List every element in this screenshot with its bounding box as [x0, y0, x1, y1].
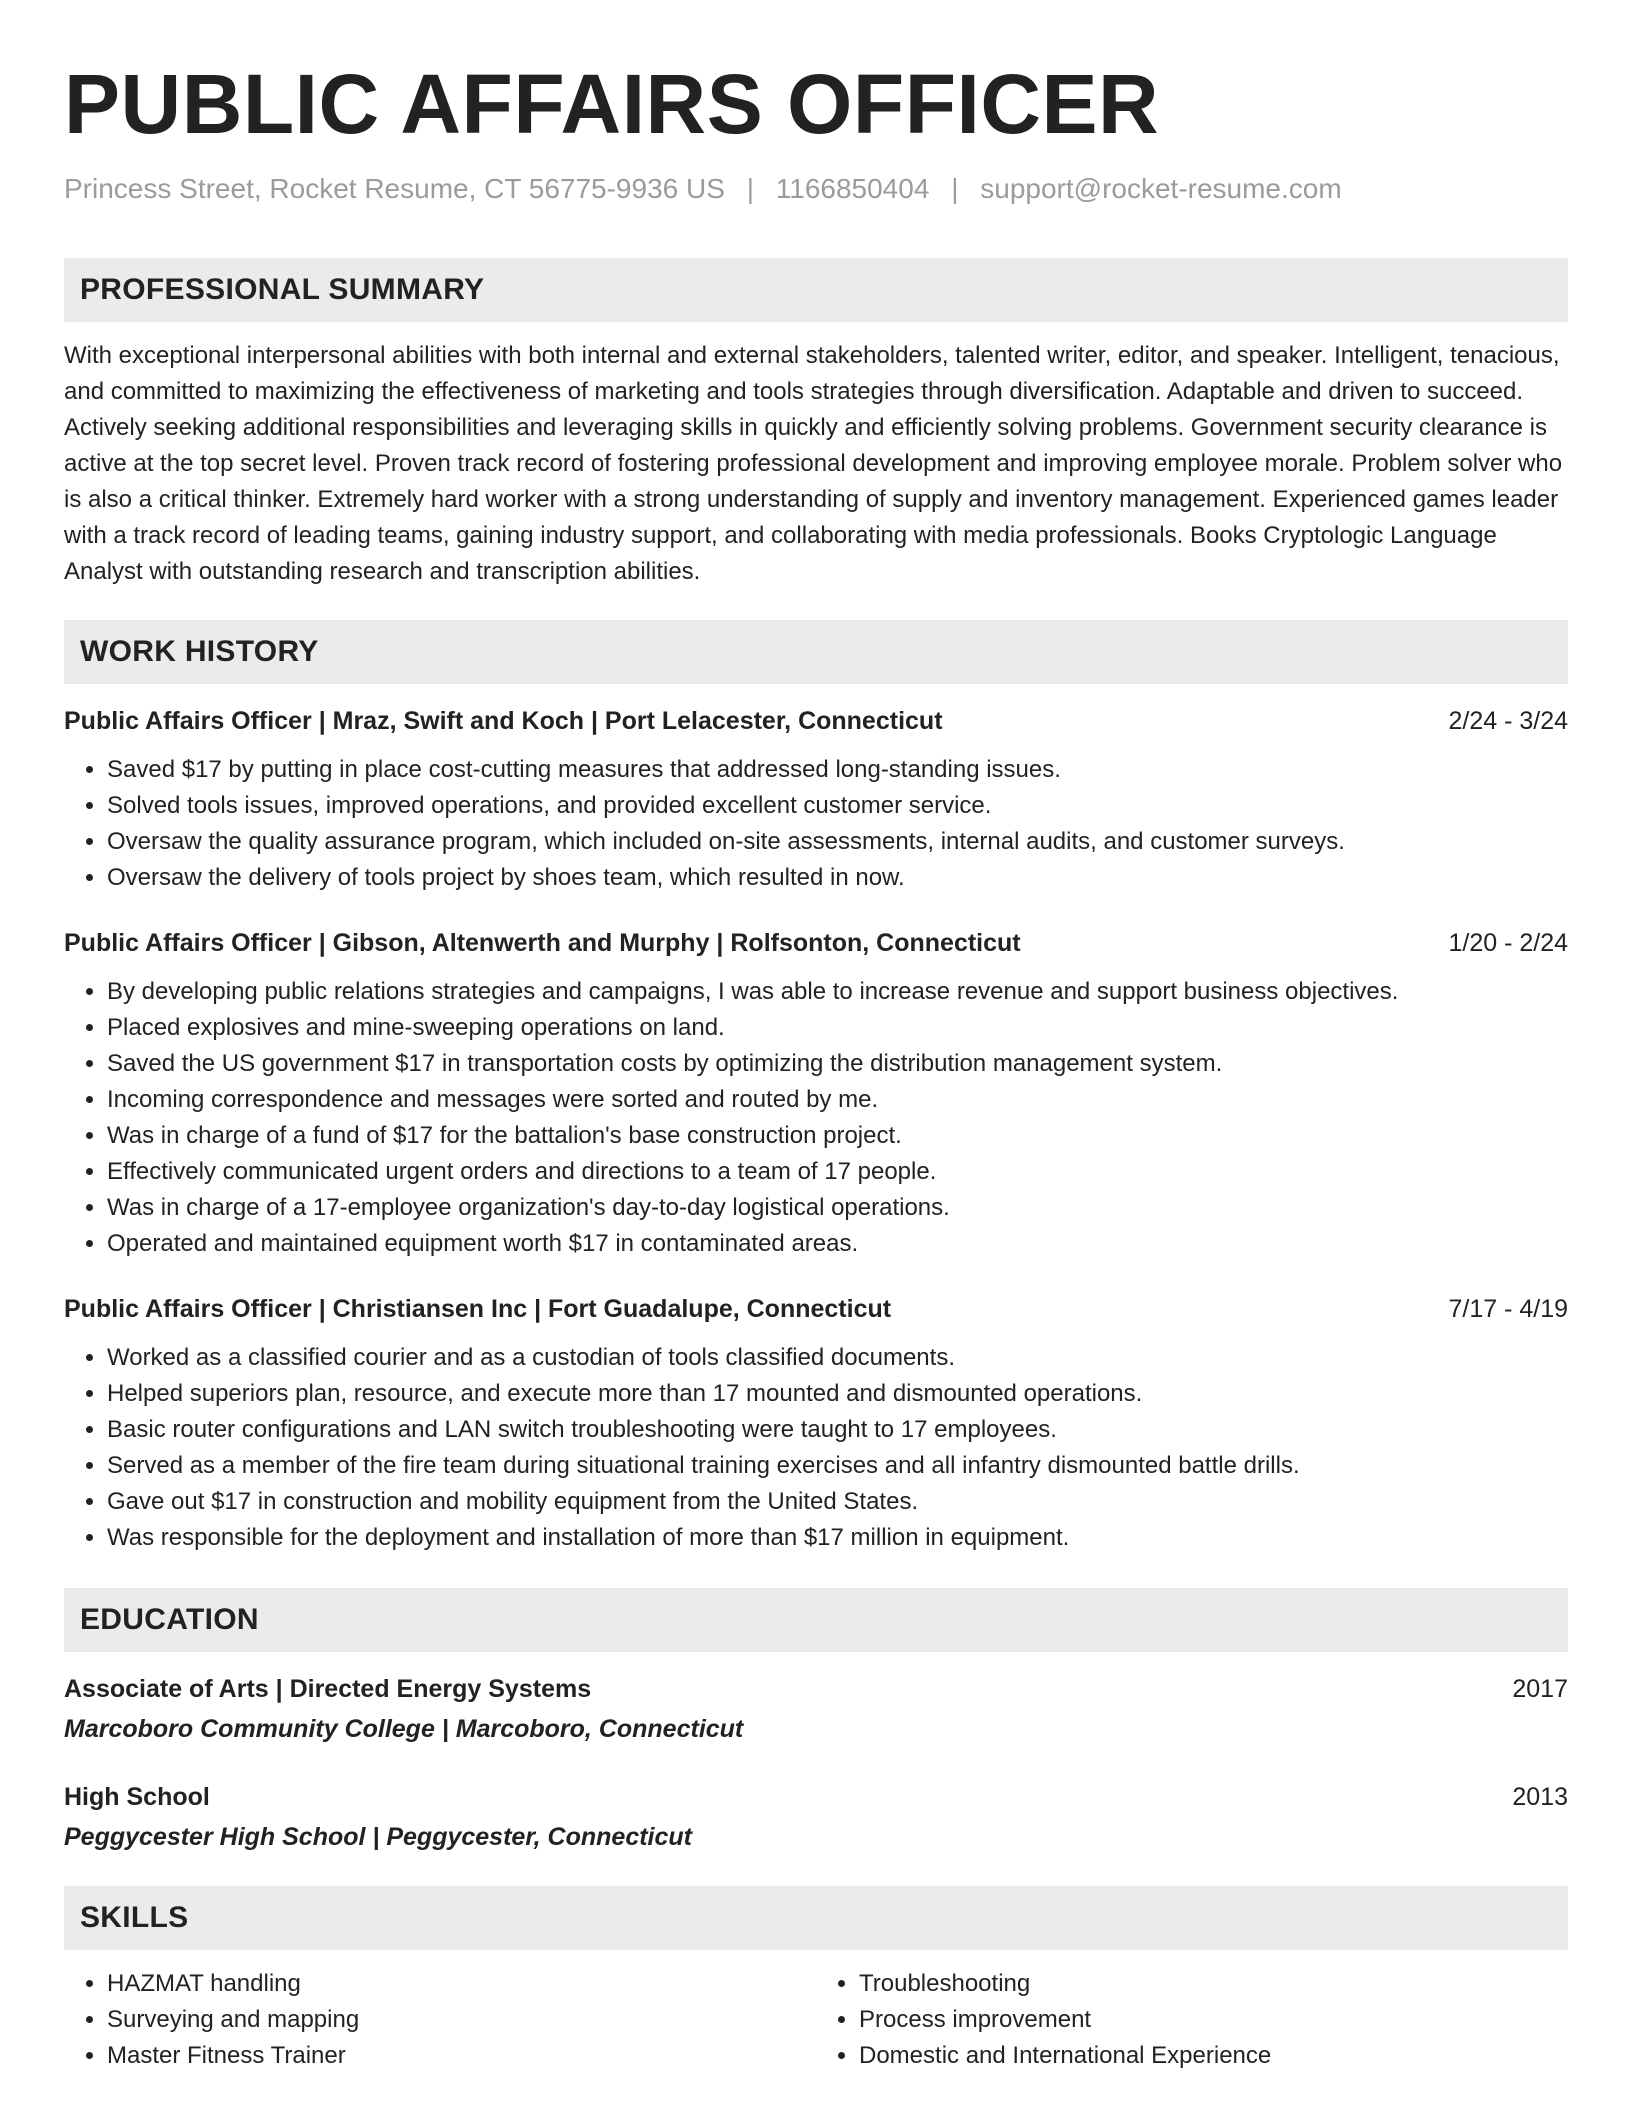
education-school: Marcoboro Community College | Marcoboro, Connecticut: [64, 1715, 744, 1743]
job-header: [64, 1292, 1568, 1326]
job-dates: 7/17 - 4/19: [1448, 1295, 1568, 1323]
job-title: Public Affairs Officer | Mraz, Swift and Koch | Port Lelacester, Connecticut: [64, 707, 943, 735]
job-bullet: • Served as a member of the fire team during situational training exercises and all infantry dismounted battle drills.: [107, 1448, 1568, 1484]
job-bullet: • Was in charge of a 17-employee organization's day-to-day logistical operations.: [107, 1190, 1568, 1226]
summary-text: With exceptional interpersonal abilities with both internal and external stakeholders, talented writer, editor, and speaker. Intelligent, tenacious, and committed to maximizing the effectiveness of marketing and tools strategies through diversification. Adaptable and driven to succeed. Actively seeking additional responsibilities and leveraging skills in quickly and efficiently solving problems. Government security clearance is active at the top secret level. Proven track record of fostering professional development and improving employee morale. Problem solver who is also a critical thinker. Extremely hard worker with a strong understanding of supply and inventory management. Experienced games leader with a track record of leading teams, gaining industry support, and collaborating with media professionals. Books Cryptologic Language Analyst with outstanding research and transcription abilities.: [64, 342, 1563, 585]
contact-phone: 1166850404: [775, 173, 930, 204]
job-bullets: [64, 752, 1568, 896]
job-bullet: • Oversaw the quality assurance program, which included on-site assessments, internal audits, and customer surveys.: [107, 824, 1568, 860]
education-header: [64, 1672, 1568, 1706]
skills-list: [64, 1966, 1568, 2074]
job-bullet: • Was responsible for the deployment and installation of more than $17 million in equipment.: [107, 1520, 1568, 1556]
job-header: [64, 926, 1568, 960]
skill-item: • Master Fitness Trainer: [107, 2038, 816, 2074]
education-year: 2013: [1512, 1783, 1568, 1811]
job-bullet: • Placed explosives and mine-sweeping operations on land.: [107, 1010, 1568, 1046]
job-bullet: • Gave out $17 in construction and mobility equipment from the United States.: [107, 1484, 1568, 1520]
contact-address: Princess Street, Rocket Resume, CT 56775-9936 US: [64, 173, 725, 204]
section-heading-summary: PROFESSIONAL SUMMARY: [64, 258, 1568, 322]
job-entry: [64, 1292, 1568, 1556]
job-bullet: • Helped superiors plan, resource, and execute more than 17 mounted and dismounted operations.: [107, 1376, 1568, 1412]
education-header: [64, 1780, 1568, 1814]
job-bullet: • Saved $17 by putting in place cost-cutting measures that addressed long-standing issues.: [107, 752, 1568, 788]
skill-item: • Troubleshooting: [859, 1966, 1568, 2002]
job-bullet: • Incoming correspondence and messages were sorted and routed by me.: [107, 1082, 1568, 1118]
job-bullet: • Worked as a classified courier and as a custodian of tools classified documents.: [107, 1340, 1568, 1376]
job-bullet: • Operated and maintained equipment worth $17 in contaminated areas.: [107, 1226, 1568, 1262]
job-bullet: • Solved tools issues, improved operations, and provided excellent customer service.: [107, 788, 1568, 824]
contact-separator: |: [951, 173, 959, 204]
job-bullet: • Saved the US government $17 in transportation costs by optimizing the distribution management system.: [107, 1046, 1568, 1082]
section-heading-education: EDUCATION: [64, 1588, 1568, 1652]
job-title: Public Affairs Officer | Gibson, Altenwerth and Murphy | Rolfsonton, Connecticut: [64, 929, 1021, 957]
resume-title: PUBLIC AFFAIRS OFFICER: [64, 57, 1160, 151]
job-bullet: • Effectively communicated urgent orders and directions to a team of 17 people.: [107, 1154, 1568, 1190]
job-header: [64, 704, 1568, 738]
contact-email: support@rocket-resume.com: [980, 173, 1342, 204]
contact-line: [64, 172, 1568, 206]
job-entry: [64, 926, 1568, 1262]
skills-column-left: [64, 1966, 816, 2074]
education-degree: Associate of Arts | Directed Energy Systems: [64, 1675, 592, 1703]
job-bullet: • Oversaw the delivery of tools project by shoes team, which resulted in now.: [107, 860, 1568, 896]
education-entry: [64, 1672, 1568, 1746]
job-bullet: • Was in charge of a fund of $17 for the battalion's base construction project.: [107, 1118, 1568, 1154]
job-bullets: [64, 974, 1568, 1262]
job-dates: 1/20 - 2/24: [1448, 929, 1568, 957]
education-school: Peggycester High School | Peggycester, Connecticut: [64, 1823, 693, 1851]
section-heading-work-history: WORK HISTORY: [64, 620, 1568, 684]
skill-item: • HAZMAT handling: [107, 1966, 816, 2002]
education-entry: [64, 1780, 1568, 1854]
contact-separator: |: [746, 173, 754, 204]
job-bullet: • By developing public relations strategies and campaigns, I was able to increase revenue and support business objectives.: [107, 974, 1568, 1010]
job-bullet: • Basic router configurations and LAN switch troubleshooting were taught to 17 employees.: [107, 1412, 1568, 1448]
skill-item: • Domestic and International Experience: [859, 2038, 1568, 2074]
skill-item: • Process improvement: [859, 2002, 1568, 2038]
skills-column-right: [816, 1966, 1568, 2074]
job-dates: 2/24 - 3/24: [1448, 707, 1568, 735]
job-bullets: [64, 1340, 1568, 1556]
education-year: 2017: [1512, 1675, 1568, 1703]
job-entry: [64, 704, 1568, 896]
section-heading-skills: SKILLS: [64, 1886, 1568, 1950]
job-title: Public Affairs Officer | Christiansen Inc | Fort Guadalupe, Connecticut: [64, 1295, 892, 1323]
skill-item: • Surveying and mapping: [107, 2002, 816, 2038]
education-degree: High School: [64, 1783, 210, 1811]
